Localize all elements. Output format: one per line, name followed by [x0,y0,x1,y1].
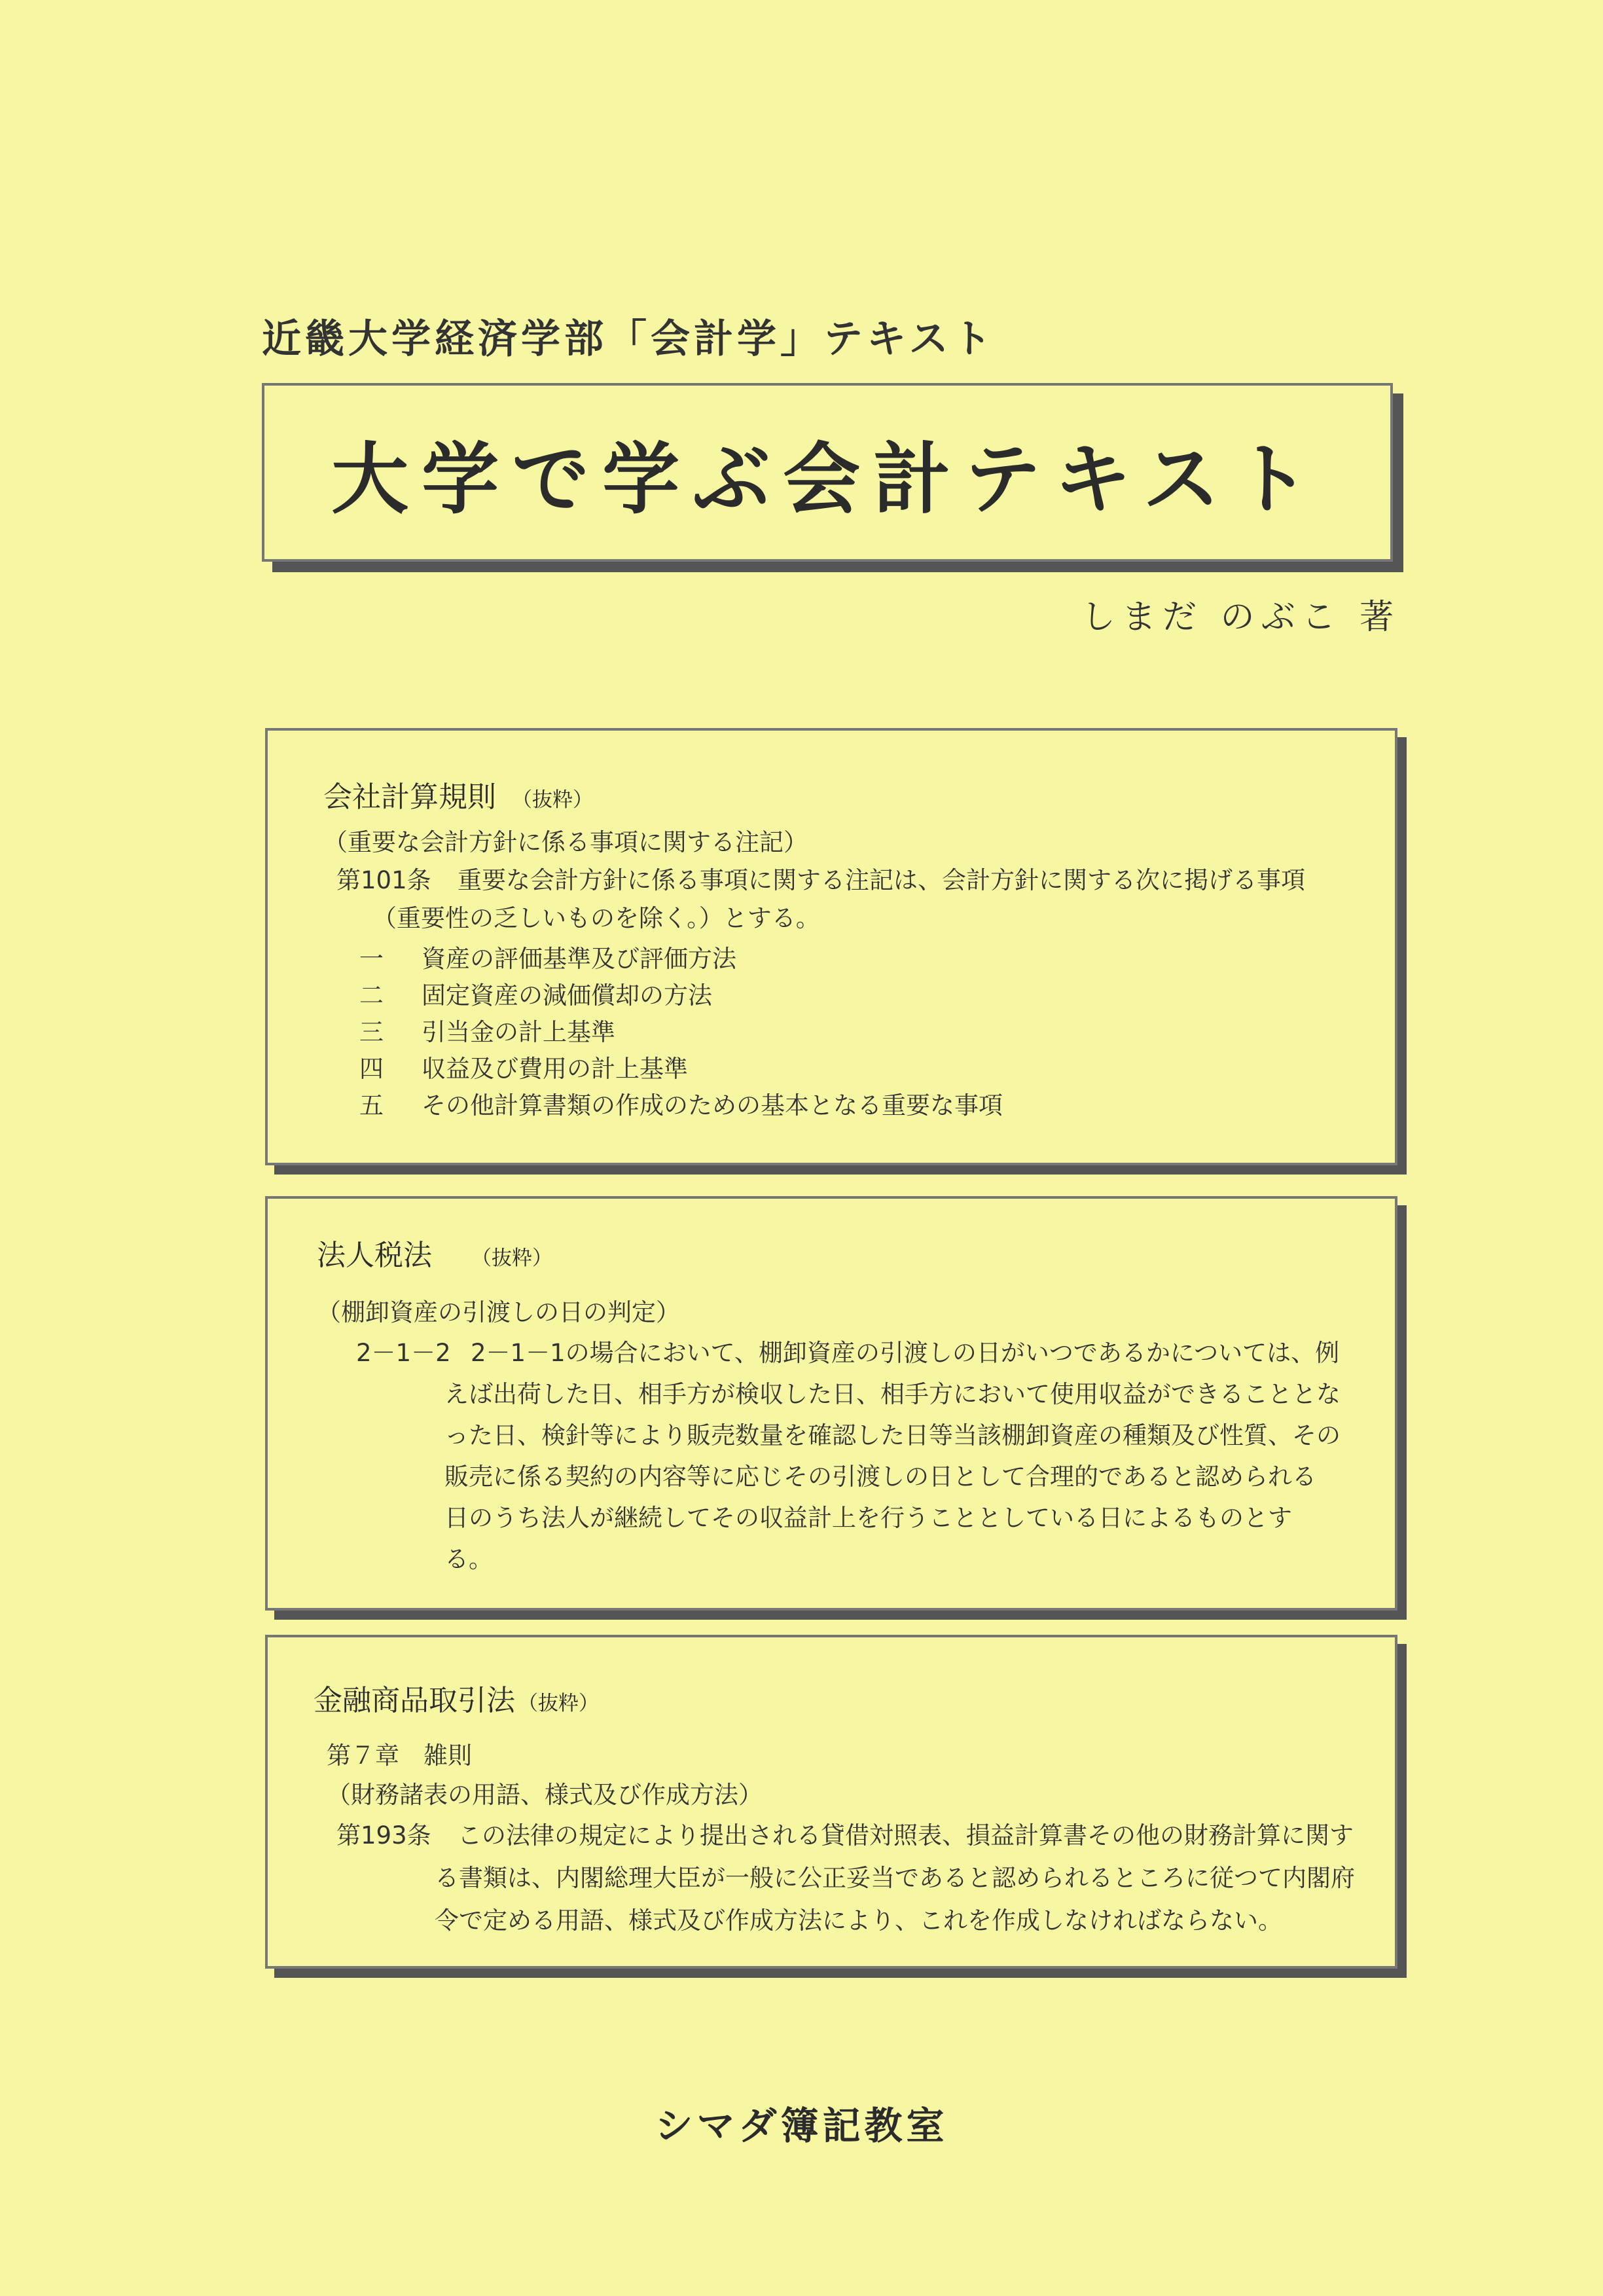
article-text: る書類は、内閣総理大臣が一般に公正妥当であると認められるところに従つて内閣府 [435,1864,1355,1892]
heading-text: 会社計算規則 [323,780,496,814]
article-caption: （棚卸資産の引渡しの日の判定） [317,1298,680,1326]
excerpt-box-corporate-tax [265,1196,1397,1611]
heading-text: 法人税法 [317,1239,432,1272]
article-text: 2－1－1の場合において、棚卸資産の引渡しの日がいつであるかについては、例 [471,1339,1340,1367]
article-text: 重要な会計方針に係る事項に関する注記は、会計方針に関する次に掲げる事項 [458,866,1305,894]
title-box [262,383,1393,562]
excerpt-box-company-accounting [265,728,1397,1165]
publisher: シマダ簿記教室 [655,2104,948,2148]
chapter-label: 第７章 雑則 [327,1741,472,1770]
item-number: 四 [359,1055,384,1083]
box-heading [314,1677,599,1719]
item-text: 資産の評価基準及び評価方法 [422,945,736,973]
heading-note: （抜粋） [471,1247,552,1270]
subtitle: 近畿大学経済学部「会計学」テキスト [262,316,996,362]
article-caption: （重要な会計方針に係る事項に関する注記） [323,828,808,856]
box-heading [323,773,593,815]
article-text: る。 [444,1545,493,1573]
item-number: 三 [359,1018,384,1046]
heading-note: （抜粋） [512,788,593,812]
article-text: った日、検針等により販売数量を確認した日等当該棚卸資産の種類及び性質、その [444,1421,1341,1449]
item-text: 引当金の計上基準 [422,1018,615,1046]
item-text: 収益及び費用の計上基準 [422,1055,688,1083]
article-text: 日のうち法人が継続してその収益計上を行うこととしている日によるものとす [444,1504,1292,1532]
article-text: この法律の規定により提出される貸借対照表、損益計算書その他の財務計算に関す [458,1821,1354,1850]
article-number: 第101条 [336,866,431,894]
author: しまだ のぶこ 著 [1081,598,1400,637]
article-text: 販売に係る契約の内容等に応じその引渡しの日として合理的であると認められる [444,1463,1316,1491]
heading-note: （抜粋） [518,1692,599,1715]
article-text: えば出荷した日、相手方が検収した日、相手方において使用収益ができることとな [444,1380,1341,1408]
item-number: 一 [359,945,384,973]
article-number: 2－1－2 [356,1339,451,1367]
item-text: 固定資産の減価償却の方法 [422,981,712,1010]
book-title: 大学で学ぶ会計テキスト [331,433,1324,524]
item-text: その他計算書類の作成のための基本となる重要な事項 [422,1091,1003,1120]
article-caption: （財務諸表の用語、様式及び作成方法） [327,1781,763,1809]
article-text-cont: （重要性の乏しいものを除く。）とする。 [372,904,820,932]
item-number: 二 [359,981,384,1010]
box-heading [317,1231,552,1273]
item-number: 五 [359,1091,384,1120]
excerpt-box-financial-instruments [265,1635,1397,1969]
heading-text: 金融商品取引法 [314,1684,515,1717]
article-number: 第193条 [336,1821,431,1850]
article-text: 令で定める用語、様式及び作成方法により、これを作成しなければならない。 [435,1906,1282,1935]
